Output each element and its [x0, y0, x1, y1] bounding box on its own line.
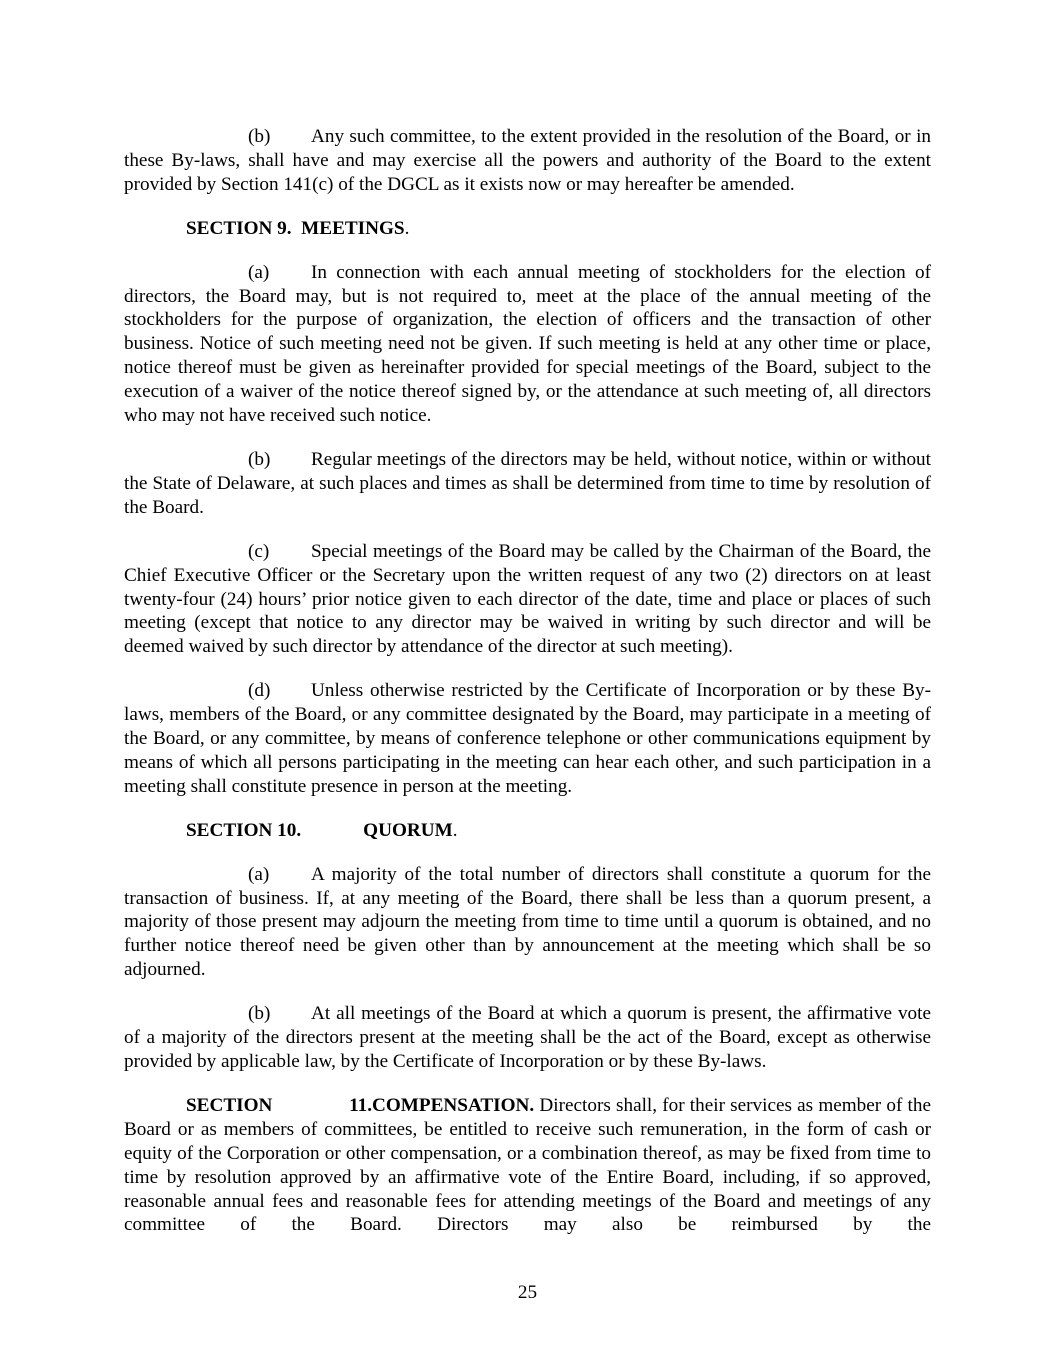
page-number: 25	[517, 1282, 538, 1303]
paragraph-10b	[124, 1002, 931, 1074]
subsection-label: (c)	[248, 540, 270, 562]
paragraph-text: In connection with each annual meeting of stockholders for the election of directors, the Board may, but is not required to, meet at the place of the annual meeting of the stockholders for the purpose of organization, the election of officers and the transaction of other business. Notice of such meeting need not be given. If such meeting is held at any other time or place, notice thereof must be given as hereinafter provided for special meetings of the Board, subject to the execution of a waiver of the notice thereof signed by, or the attendance at such meeting of, all directors who may not have received such notice.	[124, 261, 931, 427]
subsection-label: (b)	[248, 126, 271, 147]
section-number: SECTION 11.	[186, 1094, 372, 1116]
subsection-label: (d)	[248, 680, 271, 702]
paragraph-text: Directors shall, for their services as member of the Board or as members of committees, be entitled to receive such remuneration, in the form of cash or equity of the Corporation or other compensation, or a combination thereof, as may be fixed from time to time by resolution approved by an affirmative vote of the Entire Board, including, if so approved, reasonable annual fees and reasonable fees for attending meetings of the Board and meetings of any committee of the Board. Directors may also be reimbursed by the	[124, 1094, 931, 1236]
paragraph-10a	[124, 863, 931, 983]
section-period: .	[452, 819, 458, 841]
section-number: SECTION 9.	[186, 217, 292, 239]
section-title: COMPENSATION.	[372, 1094, 535, 1116]
paragraph-text: At all meetings of the Board at which a quorum is present, the affirmative vote of a majority of the directors present at the meeting shall be the act of the Board, except as otherwise provided by applicable law, by the Certificate of Incorporation or by these By-laws.	[124, 1003, 931, 1072]
paragraph-text: Special meetings of the Board may be called by the Chairman of the Board, the Chief Executive Officer or the Secretary upon the written request of any two (2) directors on at least twenty-four (24) hours’ prior notice given to each director of the date, time and place or places of such meeting (except that notice to any director may be waived in writing by such director and will be deemed waived by such director by attendance of the director at such meeting).	[124, 540, 931, 658]
subsection-label: (b)	[248, 1003, 271, 1025]
section-period: .	[404, 217, 410, 239]
paragraph-text: Unless otherwise restricted by the Certificate of Incorporation or by these By-laws, members of the Board, or any committee designated by the Board, may participate in a meeting of the Board, or any committee, by means of conference telephone or other communications equipment by means of which all persons participating in the meeting can hear each other, and such participation in a meeting shall constitute presence in person at the meeting.	[124, 680, 931, 797]
subsection-label: (a)	[248, 863, 270, 885]
section-title: QUORUM	[363, 819, 453, 841]
section-10-heading	[124, 819, 931, 843]
section-9-heading	[124, 217, 931, 241]
section-title: MEETINGS	[301, 217, 405, 239]
paragraph-text: Regular meetings of the directors may be held, without notice, within or without the State of Delaware, at such places and times as shall be determined from time to time by resolution of the Board.	[124, 448, 931, 518]
paragraph-9d	[124, 679, 931, 799]
paragraph-9b	[124, 448, 931, 520]
section-11-paragraph	[124, 1094, 931, 1237]
paragraph-9a	[124, 261, 931, 428]
section-number: SECTION 10.	[186, 819, 302, 841]
subsection-label: (b)	[248, 448, 271, 470]
paragraph-text: Any such committee, to the extent provided in the resolution of the Board, or in these By-laws, shall have and may exercise all the powers and authority of the Board to the extent provided by Section 141(c) of the DGCL as it exists now or may hereafter be amended.	[124, 126, 931, 195]
paragraph-9c	[124, 540, 931, 660]
subsection-label: (a)	[248, 261, 270, 283]
document-page	[124, 125, 931, 1257]
paragraph-8b	[124, 125, 931, 197]
paragraph-text: A majority of the total number of directors shall constitute a quorum for the transaction of business. If, at any meeting of the Board, there shall be less than a quorum present, a majority of those present may adjourn the meeting from time to time until a quorum is obtained, and no further notice thereof need be given other than by announcement at the meeting which shall be so adjourned.	[124, 863, 931, 981]
